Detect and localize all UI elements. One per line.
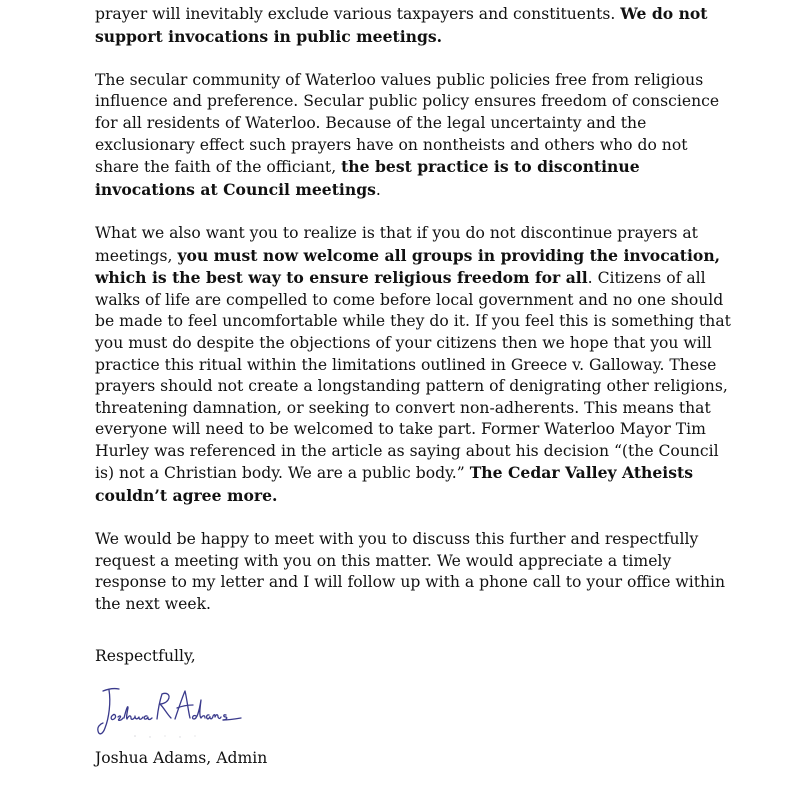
paragraph-text: .	[375, 180, 381, 199]
letter-paragraphs	[95, 3, 735, 616]
handwritten-signature	[95, 682, 245, 744]
letter-body	[95, 3, 735, 770]
emphasized-text: We do not support invocations in public meetings.	[95, 4, 708, 46]
closing-salutation: Respectfully,	[95, 646, 196, 665]
signature-graphic	[95, 682, 245, 744]
letter-paragraph	[95, 529, 735, 615]
letter-paragraph	[95, 3, 735, 48]
emphasized-text: the best practice is to discontinue invocations at Council meetings	[95, 157, 640, 199]
paragraph-text: The secular community of Waterloo values public policies free from religious influence and preference. Secular public policy ensures freedom of conscience for all residents of Waterloo. Because of the legal uncertainty and the exclusionary effect such prayers have on nontheists and others who do not share the faith of the officiant,	[95, 70, 720, 177]
paragraph-text: What we also want you to realize is that if you do not discontinue prayers at meetings,	[95, 223, 698, 265]
emphasized-text: The Cedar Valley Atheists couldn’t agree more.	[95, 463, 693, 506]
paragraph-text: . Citizens of all walks of life are compelled to come before local government and no one should be made to feel uncomfortable while they do it. If you feel this is something that you must do despite the objections of your citizens then we hope that you will practice this ritual within the limitations outlined in Greece v. Galloway. These prayers should not create a longstanding pattern of denigrating other religions, threatening damnation, or seeking to convert non-adherents. This means that everyone will need to be welcomed to take part. Former Waterloo Mayor Tim Hurley was referenced in the article as saying about his decision “(the Council is) not a Christian body. We are a public body.”	[95, 269, 731, 483]
signer-name: Joshua Adams, Admin	[95, 749, 268, 768]
paragraph-text: prayer will inevitably exclude various taxpayers and constituents.	[95, 5, 621, 23]
letter-paragraph	[95, 223, 735, 508]
emphasized-text: you must now welcome all groups in providing the invocation, which is the best way to ensure religious freedom for all	[95, 245, 721, 288]
paragraph-text: We would be happy to meet with you to discuss this further and respectfully request a meeting with you on this matter. We would appreciate a timely response to my letter and I will follow up with a phone call to your office within the next week.	[95, 530, 726, 614]
letter-paragraph	[95, 70, 735, 202]
